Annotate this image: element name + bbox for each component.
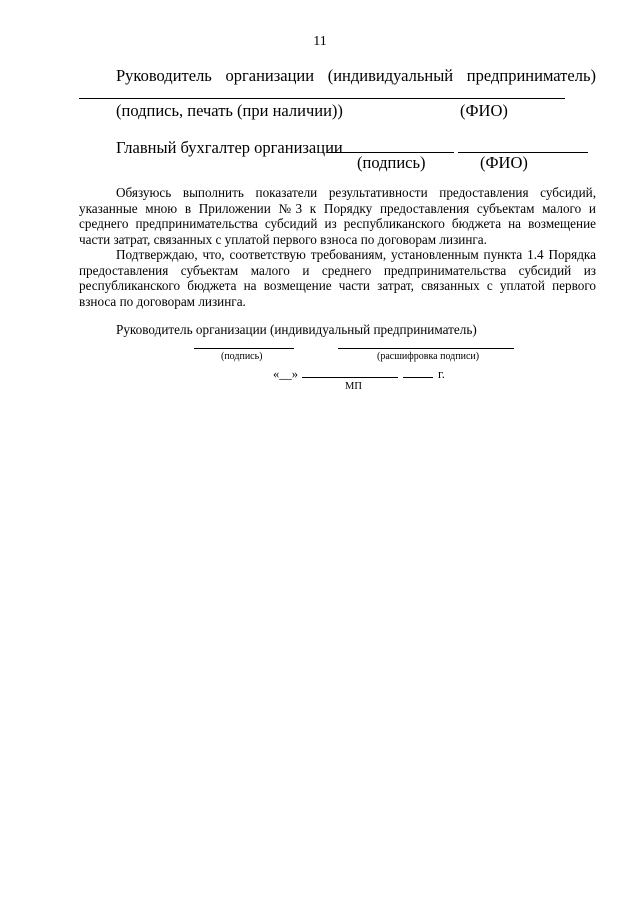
date-field xyxy=(273,367,445,382)
chief-signature-caption: (подпись) xyxy=(357,153,426,172)
signature-block-title: Руководитель организации (индивидуальный предприниматель) xyxy=(116,322,477,337)
signature-decoding-line xyxy=(338,348,514,349)
head-word-3: (индивидуальный xyxy=(327,66,454,85)
date-month-line xyxy=(302,367,398,378)
confirmation-paragraph: Подтверждаю, что, соответствую требованиям, установленным пункта 1.4 Порядка предоставления субъектам малого и среднего предпринимательства субсидий из республиканского бюджета на возмещение части затрат, связанных с уплатой первого взноса по договорам лизинга. xyxy=(79,247,596,309)
stamp-label: МП xyxy=(345,381,362,392)
chief-fio-caption: (ФИО) xyxy=(480,153,528,172)
head-word-1: Руководитель xyxy=(116,66,212,85)
head-word-2: организации xyxy=(225,66,315,85)
signature-caption: (подпись) xyxy=(221,351,263,362)
signature-decoding-caption: (расшифровка подписи) xyxy=(377,351,480,362)
date-day-prefix: «__» xyxy=(273,367,298,381)
chief-accountant-label: Главный бухгалтер организации xyxy=(116,138,343,157)
head-fio-caption: (ФИО) xyxy=(460,101,508,120)
head-of-organization-line xyxy=(116,66,596,86)
date-year-line xyxy=(403,367,433,378)
head-signature-caption: (подпись, печать (при наличии)) xyxy=(116,101,343,120)
head-word-4: предприниматель) xyxy=(466,66,596,85)
signature-line xyxy=(194,348,294,349)
obligation-paragraph: Обязуюсь выполнить показатели результативности предоставления субсидий, указанные мною в Приложении №3 к Порядку предоставления субъектам малого и среднего предпринимательства субсидий из республиканского бюджета на возмещение части затрат, связанных с уплатой первого взноса по договорам лизинга. xyxy=(79,185,596,247)
page-number: 11 xyxy=(313,34,327,49)
head-signature-line xyxy=(79,98,565,99)
date-year-suffix: г. xyxy=(438,367,445,381)
